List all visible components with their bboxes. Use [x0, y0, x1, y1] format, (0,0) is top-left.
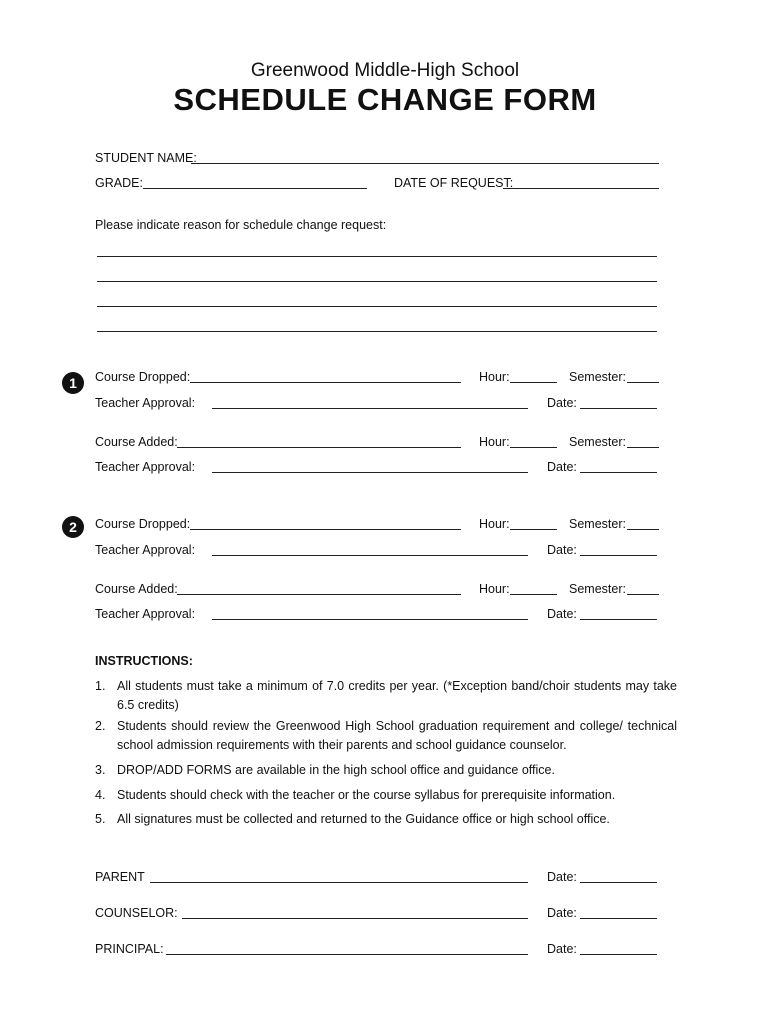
- counselor-signature-field[interactable]: [182, 918, 528, 919]
- course-added-field[interactable]: [177, 594, 461, 595]
- date-field[interactable]: [580, 619, 657, 620]
- form-title: SCHEDULE CHANGE FORM: [173, 82, 597, 117]
- hour-label: Hour:: [479, 517, 510, 531]
- teacher-approval-field[interactable]: [212, 408, 528, 409]
- teacher-approval-label: Teacher Approval:: [95, 396, 196, 410]
- instruction-text: DROP/ADD FORMS are available in the high school office and guidance office.: [117, 763, 555, 777]
- hour-field[interactable]: [510, 447, 557, 448]
- instruction-item: [95, 717, 677, 755]
- section-1-badge: 1: [62, 372, 84, 394]
- date-label: Date:: [547, 942, 577, 956]
- hour-field[interactable]: [510, 529, 557, 530]
- grade-field[interactable]: [143, 188, 367, 189]
- date-field[interactable]: [580, 408, 657, 409]
- semester-field[interactable]: [627, 382, 659, 383]
- course-dropped-field[interactable]: [190, 529, 461, 530]
- course-added-field[interactable]: [177, 447, 461, 448]
- teacher-approval-label: Teacher Approval:: [95, 543, 196, 557]
- hour-label: Hour:: [479, 370, 510, 384]
- hour-label: Hour:: [479, 582, 510, 596]
- hour-field[interactable]: [510, 594, 557, 595]
- semester-label: Semester:: [569, 582, 626, 596]
- teacher-approval-field[interactable]: [212, 555, 528, 556]
- date-label: Date:: [547, 543, 577, 557]
- course-dropped-label: Course Dropped:: [95, 370, 191, 384]
- date-label: Date:: [547, 460, 577, 474]
- reason-prompt: Please indicate reason for schedule change request:: [95, 218, 387, 232]
- reason-line[interactable]: [97, 281, 657, 282]
- instruction-text: Students should review the Greenwood High School graduation requirement and college/ technical school admission requirements with their parents and school guidance counselor.: [117, 719, 677, 752]
- instruction-text: All students must take a minimum of 7.0 credits per year. (*Exception band/choir students may take 6.5 credits): [117, 679, 677, 712]
- instruction-item: [95, 786, 677, 805]
- teacher-approval-field[interactable]: [212, 472, 528, 473]
- teacher-approval-field[interactable]: [212, 619, 528, 620]
- student-name-label: STUDENT NAME:: [95, 151, 197, 165]
- semester-field[interactable]: [627, 529, 659, 530]
- hour-label: Hour:: [479, 435, 510, 449]
- reason-line[interactable]: [97, 306, 657, 307]
- reason-line[interactable]: [97, 256, 657, 257]
- instruction-text: Students should check with the teacher or the course syllabus for prerequisite information.: [117, 788, 616, 802]
- semester-field[interactable]: [627, 447, 659, 448]
- semester-label: Semester:: [569, 370, 626, 384]
- date-label: Date:: [547, 906, 577, 920]
- instruction-number: 3.: [95, 763, 106, 777]
- course-added-label: Course Added:: [95, 582, 178, 596]
- instructions-heading: INSTRUCTIONS:: [95, 654, 193, 668]
- parent-signature-field[interactable]: [150, 882, 528, 883]
- instruction-text: All signatures must be collected and returned to the Guidance office or high school office.: [117, 812, 610, 826]
- date-label: Date:: [547, 870, 577, 884]
- instruction-item: [95, 677, 677, 715]
- course-added-label: Course Added:: [95, 435, 178, 449]
- instruction-number: 4.: [95, 788, 106, 802]
- course-dropped-label: Course Dropped:: [95, 517, 191, 531]
- date-field[interactable]: [580, 882, 657, 883]
- teacher-approval-label: Teacher Approval:: [95, 460, 196, 474]
- student-name-field[interactable]: [191, 163, 659, 164]
- date-field[interactable]: [580, 555, 657, 556]
- section-2-badge: 2: [62, 516, 84, 538]
- grade-label: GRADE:: [95, 176, 143, 190]
- date-of-request-label: DATE OF REQUEST:: [394, 176, 514, 190]
- principal-label: PRINCIPAL:: [95, 942, 164, 956]
- date-field[interactable]: [580, 918, 657, 919]
- hour-field[interactable]: [510, 382, 557, 383]
- instruction-item: [95, 761, 677, 780]
- instruction-number: 1.: [95, 679, 106, 693]
- parent-label: PARENT: [95, 870, 145, 884]
- semester-label: Semester:: [569, 517, 626, 531]
- date-field[interactable]: [580, 472, 657, 473]
- course-dropped-field[interactable]: [190, 382, 461, 383]
- semester-label: Semester:: [569, 435, 626, 449]
- school-name: Greenwood Middle-High School: [250, 60, 520, 81]
- teacher-approval-label: Teacher Approval:: [95, 607, 196, 621]
- principal-signature-field[interactable]: [166, 954, 528, 955]
- counselor-label: COUNSELOR:: [95, 906, 178, 920]
- date-of-request-field[interactable]: [503, 188, 659, 189]
- reason-line[interactable]: [97, 331, 657, 332]
- date-field[interactable]: [580, 954, 657, 955]
- instruction-number: 5.: [95, 812, 106, 826]
- instruction-item: [95, 810, 677, 829]
- date-label: Date:: [547, 607, 577, 621]
- date-label: Date:: [547, 396, 577, 410]
- semester-field[interactable]: [627, 594, 659, 595]
- instruction-number: 2.: [95, 719, 106, 733]
